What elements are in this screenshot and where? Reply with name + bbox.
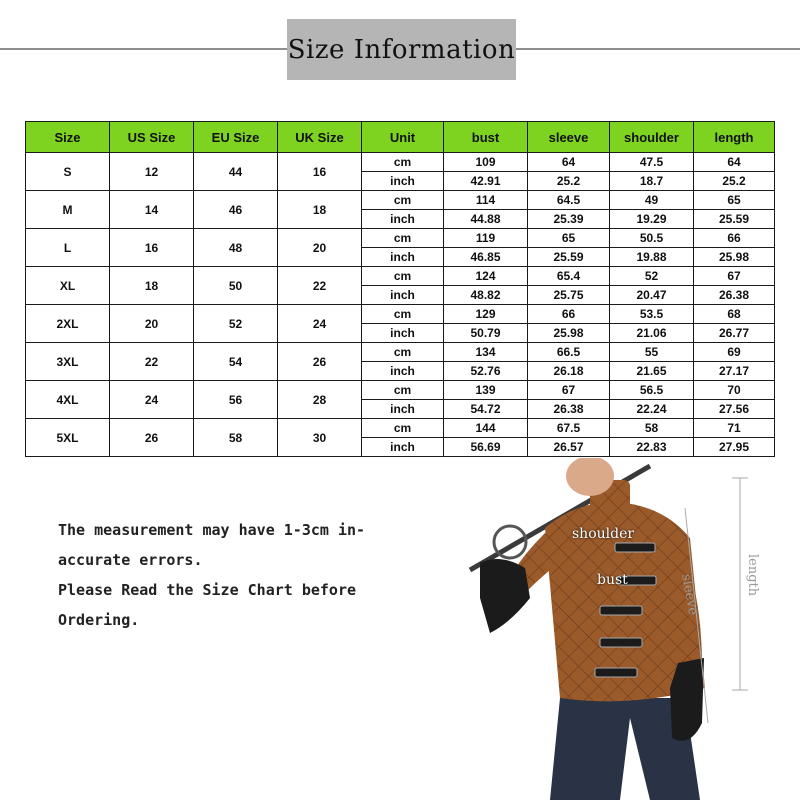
unit-cell: inch xyxy=(362,286,444,305)
sleeve-cell: 26.18 xyxy=(528,362,610,381)
bust-cell: 134 xyxy=(444,343,528,362)
uk-cell: 30 xyxy=(278,419,362,457)
bust-cell: 50.79 xyxy=(444,324,528,343)
sleeve-cell: 67.5 xyxy=(528,419,610,438)
shoulder-cell: 49 xyxy=(610,191,694,210)
table-row xyxy=(26,229,775,248)
length-label: length xyxy=(745,554,760,597)
uk-cell: 18 xyxy=(278,191,362,229)
table-row xyxy=(26,153,775,172)
shoulder-cell: 56.5 xyxy=(610,381,694,400)
unit-cell: cm xyxy=(362,381,444,400)
size-chart-body xyxy=(26,153,775,457)
table-row xyxy=(26,305,775,324)
unit-cell: cm xyxy=(362,191,444,210)
column-header: EU Size xyxy=(194,122,278,153)
us-cell: 24 xyxy=(110,381,194,419)
eu-cell: 58 xyxy=(194,419,278,457)
shoulder-cell: 22.24 xyxy=(610,400,694,419)
size-chart-table xyxy=(25,121,775,457)
uk-cell: 24 xyxy=(278,305,362,343)
shoulder-cell: 21.06 xyxy=(610,324,694,343)
shoulder-cell: 22.83 xyxy=(610,438,694,457)
sleeve-cell: 65.4 xyxy=(528,267,610,286)
sleeve-cell: 64 xyxy=(528,153,610,172)
length-cell: 25.2 xyxy=(694,172,775,191)
bust-cell: 119 xyxy=(444,229,528,248)
uk-cell: 28 xyxy=(278,381,362,419)
unit-cell: cm xyxy=(362,153,444,172)
size-cell: 5XL xyxy=(26,419,110,457)
column-header: shoulder xyxy=(610,122,694,153)
us-cell: 22 xyxy=(110,343,194,381)
length-cell: 68 xyxy=(694,305,775,324)
sleeve-cell: 64.5 xyxy=(528,191,610,210)
unit-cell: cm xyxy=(362,419,444,438)
column-header: bust xyxy=(444,122,528,153)
table-row xyxy=(26,381,775,400)
sleeve-cell: 66.5 xyxy=(528,343,610,362)
table-row xyxy=(26,191,775,210)
sleeve-cell: 26.38 xyxy=(528,400,610,419)
glove-left xyxy=(480,559,530,633)
bust-cell: 52.76 xyxy=(444,362,528,381)
bust-cell: 129 xyxy=(444,305,528,324)
bust-cell: 144 xyxy=(444,419,528,438)
sleeve-label: sleeve xyxy=(678,573,701,617)
shoulder-cell: 19.29 xyxy=(610,210,694,229)
shoulder-label: shoulder xyxy=(572,526,635,542)
size-cell: 3XL xyxy=(26,343,110,381)
shoulder-cell: 19.88 xyxy=(610,248,694,267)
uk-cell: 22 xyxy=(278,267,362,305)
size-cell: L xyxy=(26,229,110,267)
sleeve-cell: 25.75 xyxy=(528,286,610,305)
unit-cell: inch xyxy=(362,324,444,343)
measurement-note xyxy=(58,515,388,635)
bust-cell: 42.91 xyxy=(444,172,528,191)
sleeve-cell: 26.57 xyxy=(528,438,610,457)
title-banner xyxy=(287,19,516,80)
shoulder-cell: 58 xyxy=(610,419,694,438)
shoulder-cell: 47.5 xyxy=(610,153,694,172)
unit-cell: inch xyxy=(362,210,444,229)
length-cell: 64 xyxy=(694,153,775,172)
shoulder-cell: 21.65 xyxy=(610,362,694,381)
unit-cell: cm xyxy=(362,267,444,286)
table-row xyxy=(26,343,775,362)
note-line: accurate errors. xyxy=(58,551,203,569)
jacket-illustration xyxy=(450,458,800,800)
length-cell: 71 xyxy=(694,419,775,438)
length-cell: 66 xyxy=(694,229,775,248)
unit-cell: inch xyxy=(362,438,444,457)
bust-cell: 46.85 xyxy=(444,248,528,267)
bust-cell: 54.72 xyxy=(444,400,528,419)
eu-cell: 52 xyxy=(194,305,278,343)
sleeve-cell: 25.98 xyxy=(528,324,610,343)
bust-cell: 56.69 xyxy=(444,438,528,457)
length-cell: 26.77 xyxy=(694,324,775,343)
uk-cell: 16 xyxy=(278,153,362,191)
unit-cell: inch xyxy=(362,172,444,191)
bust-cell: 109 xyxy=(444,153,528,172)
column-header: US Size xyxy=(110,122,194,153)
eu-cell: 48 xyxy=(194,229,278,267)
length-cell: 25.59 xyxy=(694,210,775,229)
bust-label: bust xyxy=(597,572,628,588)
bust-cell: 48.82 xyxy=(444,286,528,305)
bust-cell: 139 xyxy=(444,381,528,400)
note-line: Ordering. xyxy=(58,611,140,629)
uk-cell: 26 xyxy=(278,343,362,381)
note-line: Please Read the Size Chart before xyxy=(58,581,357,599)
column-header: length xyxy=(694,122,775,153)
length-cell: 69 xyxy=(694,343,775,362)
length-cell: 26.38 xyxy=(694,286,775,305)
length-cell: 25.98 xyxy=(694,248,775,267)
column-header: Unit xyxy=(362,122,444,153)
shoulder-cell: 20.47 xyxy=(610,286,694,305)
note-line: The measurement may have 1-3cm in- xyxy=(58,521,366,539)
unit-cell: inch xyxy=(362,400,444,419)
unit-cell: cm xyxy=(362,343,444,362)
length-cell: 27.56 xyxy=(694,400,775,419)
us-cell: 12 xyxy=(110,153,194,191)
size-cell: 2XL xyxy=(26,305,110,343)
table-row xyxy=(26,267,775,286)
shoulder-cell: 53.5 xyxy=(610,305,694,324)
sleeve-cell: 25.2 xyxy=(528,172,610,191)
unit-cell: inch xyxy=(362,362,444,381)
sleeve-cell: 67 xyxy=(528,381,610,400)
eu-cell: 54 xyxy=(194,343,278,381)
length-cell: 65 xyxy=(694,191,775,210)
table-header-row xyxy=(26,122,775,153)
size-cell: 4XL xyxy=(26,381,110,419)
sleeve-cell: 25.39 xyxy=(528,210,610,229)
us-cell: 18 xyxy=(110,267,194,305)
sleeve-cell: 66 xyxy=(528,305,610,324)
size-cell: XL xyxy=(26,267,110,305)
eu-cell: 46 xyxy=(194,191,278,229)
table-row xyxy=(26,419,775,438)
us-cell: 20 xyxy=(110,305,194,343)
column-header: Size xyxy=(26,122,110,153)
eu-cell: 44 xyxy=(194,153,278,191)
length-cell: 70 xyxy=(694,381,775,400)
unit-cell: cm xyxy=(362,305,444,324)
unit-cell: cm xyxy=(362,229,444,248)
page-title: Size Information xyxy=(287,34,516,65)
shoulder-cell: 18.7 xyxy=(610,172,694,191)
length-cell: 27.17 xyxy=(694,362,775,381)
column-header: UK Size xyxy=(278,122,362,153)
size-cell: M xyxy=(26,191,110,229)
us-cell: 14 xyxy=(110,191,194,229)
shoulder-cell: 50.5 xyxy=(610,229,694,248)
bust-cell: 44.88 xyxy=(444,210,528,229)
length-cell: 67 xyxy=(694,267,775,286)
bust-cell: 114 xyxy=(444,191,528,210)
sleeve-cell: 25.59 xyxy=(528,248,610,267)
product-photo xyxy=(450,458,800,800)
uk-cell: 20 xyxy=(278,229,362,267)
eu-cell: 50 xyxy=(194,267,278,305)
column-header: sleeve xyxy=(528,122,610,153)
sleeve-cell: 65 xyxy=(528,229,610,248)
bust-cell: 124 xyxy=(444,267,528,286)
eu-cell: 56 xyxy=(194,381,278,419)
shoulder-cell: 52 xyxy=(610,267,694,286)
size-cell: S xyxy=(26,153,110,191)
unit-cell: inch xyxy=(362,248,444,267)
us-cell: 26 xyxy=(110,419,194,457)
length-cell: 27.95 xyxy=(694,438,775,457)
shoulder-cell: 55 xyxy=(610,343,694,362)
us-cell: 16 xyxy=(110,229,194,267)
